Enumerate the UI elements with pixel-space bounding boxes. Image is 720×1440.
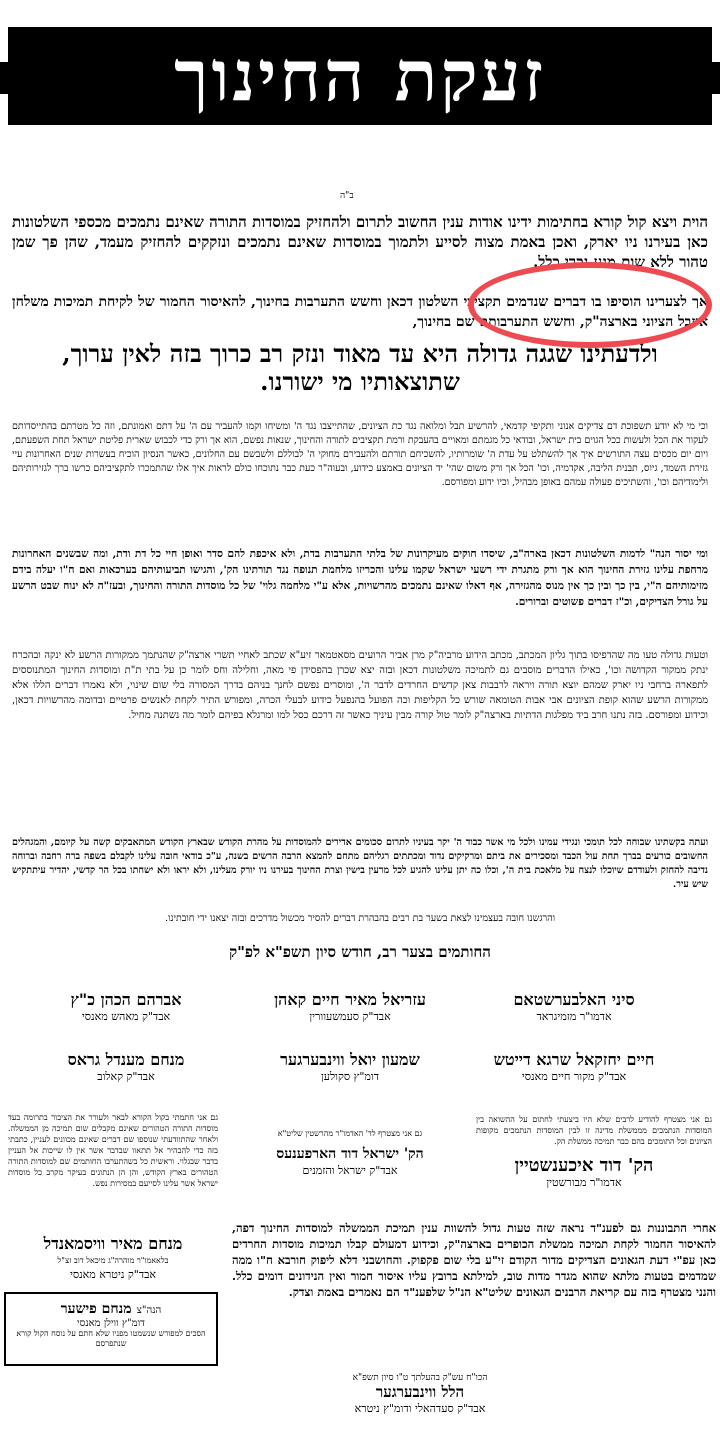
signer-name: מנחם מאיר וויסמאנדל bbox=[43, 1234, 183, 1253]
signer-title: אדמו"ר מזמיגראד bbox=[536, 1010, 612, 1023]
signer-name: הק' דוד איכענשטיין bbox=[514, 1155, 654, 1176]
boxed-name: מנחם פישער bbox=[60, 1301, 132, 1317]
signer-name: אברהם הכהן כ"ץ bbox=[70, 990, 182, 1009]
red-circle-annotation bbox=[468, 262, 712, 348]
boxed-signature bbox=[4, 1292, 218, 1366]
body-paragraph-4: ועתה בקשתינו שבוחה לכל תומכי ונגידי עמינו ולכל מי אשר כבוד ה' יקר בעיניו לתרום סכומים אדירים להמוסדות על מהרת הקודש שבארץ הקודש המתאבקים קשה על קיומם, והמגהלים החשובים כורעים בברך תחת עול הכבד ומסכירים את ביתם ומרקיקים נדוד ומכתתים רגליהם מתחם להמצא הרבה הרשים בשנה, ע"כ בודאי חובה עלינו לקבלם בשפה ברה רחבה וברוחה נדיבה להחזק ולעודדם שיוכלו לנצח על מלאכת בית ה', וכלו כה יתן עלינו להגיע לכל מרעין בישין וצרת החינוך בעירנו ניו יורק מעלינו, ולא יראו ולא ישחתו בכל הר קדשי, יהדיר עיתתקיש שיש עיר. bbox=[12, 837, 708, 890]
signer-name: חיים יחזקאל שרגא דייטש bbox=[493, 1050, 655, 1069]
footer-signature bbox=[290, 1372, 550, 1415]
signer-title: אבד"ק קאלוב bbox=[97, 1070, 155, 1083]
signer-name: מנחם מענדל גראס bbox=[67, 1050, 185, 1069]
signer-title: בלאאמו"ר מוהרה"ג מיכאל דוב זצ"ל bbox=[57, 1256, 169, 1265]
note-middle: גם אני מצטרף לד' האדמו"ר מהרשטין שליט"א bbox=[277, 1129, 423, 1138]
footer-title: אבד"ק סעדהאלי ודומ"ץ ניטרא bbox=[354, 1402, 486, 1415]
signer-3 bbox=[16, 990, 236, 1024]
left-signer bbox=[6, 1234, 220, 1282]
headline: ולדעתינו שגגה גדולה היא עד מאוד ונזק רב כרוך בזה לאין ערוך, שתוצאותיו מי ישורנו. bbox=[62, 339, 658, 396]
signer-name: עזריאל מאיר חיים קאהן bbox=[274, 990, 426, 1009]
intro-paragraph: הוית ויצא קול קורא בחתימות ידינו אודות ענין החשוב לתרום ולהחזיק במוסדות התורה שאינם נתמכים מכספי השלטונות כאן בעירנו ניו יארק, ואכן באמת מצוה לסייע ולתמוך במוסדות שאינם נתמכים ונזקקים להחזיק מעמד, שהן פך שמן טהור ללא שום מגע נכרי כלל. bbox=[12, 213, 708, 271]
signer-subtitle: אבד"ק ניטרא מאנסי bbox=[69, 1268, 157, 1281]
body-paragraph-5: והרגשנו חובה בעצמינו לצאת בשער בת רבים בהבהרת דברים להסיר מכשול מדרכים ובזה יצאנו ידי חובתינו. bbox=[164, 913, 556, 924]
signer-name: שמעון יואל ווינבערגער bbox=[280, 1050, 420, 1069]
signer-name: סיני האלבערשטאם bbox=[513, 990, 635, 1009]
signer-5 bbox=[240, 1050, 460, 1084]
footer-name: הלל ווינבערגער bbox=[375, 1383, 465, 1401]
signer-4 bbox=[464, 1050, 684, 1084]
signer-title: דומ"ץ סקולען bbox=[320, 1070, 380, 1083]
boxed-prefix: הנה"צ bbox=[136, 1305, 162, 1316]
bh-mark: ב"ה bbox=[340, 191, 354, 201]
signer-7 bbox=[464, 1156, 704, 1190]
signer-title: אבד"ק סעמשעוורין bbox=[309, 1010, 391, 1023]
title-banner bbox=[8, 27, 712, 125]
body-paragraph-1: וכי מי לא יודע תשפוכת דם צדיקים אנוני ותקיפי קדמאי, להרשיע תבל ומלואה נגד כת הציונים, שהתייצבו נגד ה' ומשיחו וקמו להעביר עם ה' על דתם ואמונתם, וזה כל מטרתם בהתייסדותם לעקור את הכל ולעשות ככל הגוים בית ישראל, ובודאי כל מגמתם ומאויים בהעבקת ורמת תקציבים לתורה והחינוך, שנאות נפשם, הוא אך ורק כדי לכבוש שארית פליטת ישראל תחת השפעתם, ויום יום מכסים עצה התורשים איך אך להשתלט על עדת ה' שומרותיו, להשכיחם תורתם ולהעבירם מחוקי ה' לבוללם ולשבשם עם החלונים, כאשר הנסיון הוכיח בעשרות שנים האחרונות עיי גזירת השמד, גיוס, תבנית הליבה, אקדמיה, וכו' הכל אך ורק משום שהי' יד הציונים באמצע כידוע, ובעוה"ר כעת כבר נתוכחו כולם לראות איך אלו שהתמכרו לתקציביהם כרשו ברך לגזירותיהם ולימודיהם וכו', והשתיכים פעולה עמהם באופן מבהיל, וכיו ידוע ומפורסם. bbox=[12, 421, 708, 488]
boxed-subtext: הסכים למפורש שנשמטו מפניו שלא חתם על נוסח הקול קורא שנתפרסם bbox=[16, 1329, 206, 1348]
warning-paragraph: אך לצערינו הוסיפו בו דברים שנדמים תקציבי השלטון דכאן וחשש התערבות בחינוך, להאיסור החמור של לקיחת תמיכות משלחן איזבל הציוני בארצה"ק, וחשש התערבותם שם בחינוך, bbox=[12, 294, 708, 330]
signer-title: אבד"ק מאהש מאנסי bbox=[81, 1010, 171, 1023]
signers-title: החותמים בצער רב, חודש סיון תשפ"א לפ"ק bbox=[229, 943, 491, 961]
signer-6 bbox=[16, 1050, 236, 1084]
signer-title: אדמו"ר מבורשטין bbox=[546, 1176, 622, 1189]
footer-date: הכו"ח עש"ק בהעלתך ט"ו סיון תשפ"א bbox=[352, 1373, 488, 1383]
signer-2 bbox=[240, 990, 460, 1024]
signer-title: אבד"ק מקור חיים מאנסי bbox=[521, 1070, 627, 1083]
signer-name: הק' ישראל דוד הארפענעס bbox=[276, 1146, 424, 1162]
note-right: גם אני מצטרף להודיע לרבים שלא היו ביצעתי לחתום על ההשואה בין המוסדות הנתמכים מממשלת מדינה זו לבין המוסדות הנתמכים מקופות הציונים וכל התומכים בהם כבר תמיכה ממשלת הק. bbox=[476, 1115, 712, 1146]
page-title: זעקת החינוך bbox=[174, 34, 546, 117]
bottom-statement: אחרי התבוננות גם לפענ"ד נראה שזה טעות גדול להשוות ענין תמיכת הממשלה למוסדות החינוך דפה, להאיסור החמור לקחת תמיכה ממשלת הכופרים בארצה"ק, וכידוע דמעולם קבלו תמיכות מוסדות החרדים כאן עפ"י דעת הגאונים הצדיקים מדור הקודם זי"ע בלי שום פקפוק. והחושבני דלא ליפוק חורבא ח"ו ממה שמדמים בטעות מלתא שהוא מגדר מדות טוב, למילתא ברובץ עליו איסור חמור ואין הנידונים דומים כלל. והנני מצטרף בזה עם קריאת הרבנים הגאונים שליט"א הנ"ל שלפענ"ד הם נאמרים באמת וצדק. bbox=[232, 1221, 716, 1299]
body-paragraph-3: וטעות גדולה טעו מה שהדפיסו בתוך גליון המכתב, מכתב הידוע מרביה"ק מרן אביר הרועים מסאטמאר זיע"א שכתב לאחיי תשרי ארצה"ק שהנתמך ממקורות הרשע לא ינקה ובהכרח ינתק ממקור הקדושה וכו', כאילו הדברים מוסבים גם לתמיכה משלטונות דכאן ובזה יצא שכרן בהפסידן פי מאה, וחלילה וחס לומר כן על בתי ת"ת ומוסדות החינוך המתנוססים לתפארה ברחבי ניו יארק שמהם יוצא תורה ויראה לרבבות צאן קדשים החרדים לדבר ה', ומוסרים נפשם לחנך בניהם בדרך המסורה בלי שום שינוי, ולא נאמרו דברים הללו אלא ממקורות הרשע שהוא קופת הציונים אבי אבות הטומאה שורש כל הקליפות וכה הפועל בהנפעל כידוע לבעלי הכרה, ומפורש התיר לקחת לאנשים פרטיים ובדומה מהרשויות דכאן, וכידוע ומפורסם. בזה נתנו חרב ביד מפלגות הדתיות בארצה"ק לומר טול קורה מבין עיניך כאשר זה דרכם כסל למו ומרגלא בפיהם לומר מה נשתנה מחיל. bbox=[12, 650, 708, 721]
signer-title: אבד"ק ישראל והזמנים bbox=[302, 1164, 398, 1177]
note-left: גם אני חתמתי בקול הקורא לבאר ולעורר את הציבור בתרומה בעד מוסדות התורה הטהורים שאינם מקבלים שום תמיכה מן הממשלה. ולאחר שהתוודעתי שנוספו שם דברים שאינם מכוונים לעניין, כתבתי בזה כדי להבהיר אל תתאוו שבדבר אשר אין לו שייכות אל העניין בדבר שבגלוי. וראשית כל בשהתערבו החותמים שם למוסדות התורה הטהורים בארץ הקודש, והן הן הנתונים בעיקר מקרב כל מוסדות ישראל אשר עלינו לסייעם במסירות נפש. bbox=[8, 1113, 218, 1188]
signer-8 bbox=[234, 1144, 466, 1178]
body-paragraph-2: ומי יסור הנה" לדמות השלטונות דכאן בארה"ב, שיסדו חוקים מעיקרונות של בלתי התערבות בדת, ולא איכפת להם סדר ואופן חיי כל דת ודת, ומה שבשנים האחרונות מרחפת עלינו גזירת החינוך הוא אך ורק מתגרת ידי רשעי ישראל שקמו עלינו והכריזו מלחמת תנופה נגד תורתינו הק', והגישו תביעותיהם בערכאות ואם ח"ו יעלה בידם מזימותיהם ה"י, בין כך ובין כך אין מנוס מהגזירה, אף דאלו שאינם נתמכים מהרשויות, אלא ע"י מלחמה גלוי' של כל מוסדות התורה והחינוך, ובעז"ה לא ינוח שבט הרשע על גורל הצדיקים, וכ"ז דברים פשוטים וברורים. bbox=[12, 548, 708, 608]
boxed-title: דומ"ץ ווילן מאנסי bbox=[77, 1318, 145, 1329]
signer-1 bbox=[464, 990, 684, 1024]
